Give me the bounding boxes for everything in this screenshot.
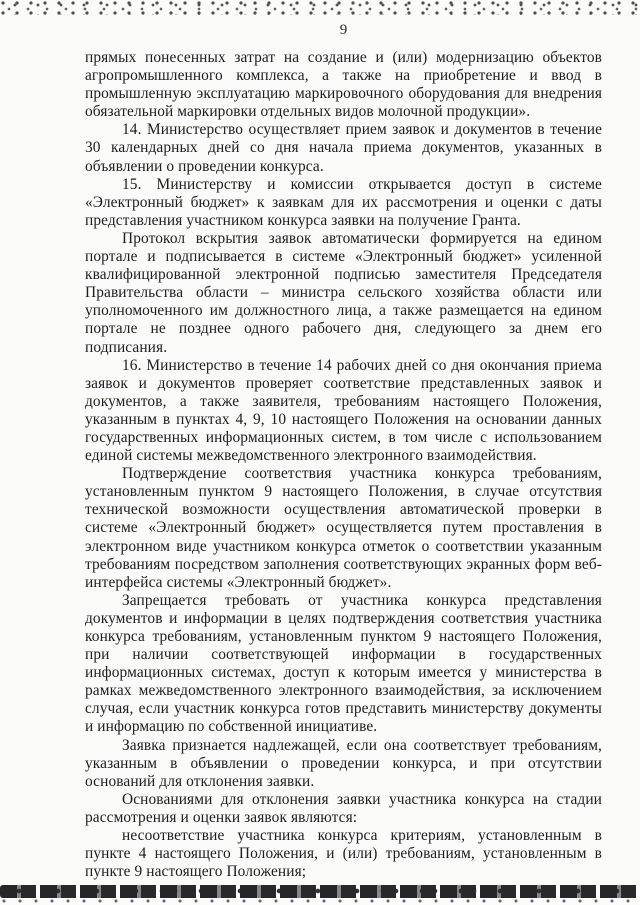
paragraph: прямых понесенных затрат на создание и (или) модернизацию объектов агропромышленного комплекса, а также на приобретение и ввод в промышленную эксплуатацию маркировочного оборудования для внедрения обязательной маркировки отдельных видов молочной продукции».: [85, 49, 602, 121]
paragraph: Протокол вскрытия заявок автоматически формируется на едином портале и подписывается в системе «Электронный бюджет» усиленной квалифицированной электронной подписью заместителя Председателя Правительства области – министра сельского хозяйства области или уполномоченного им должностного лица, а также размещается на едином портале не позднее одного рабочего дня, следующего за днем его подписания.: [85, 229, 602, 356]
paragraph: несоответствие участника конкурса критериям, установленным в пункте 4 настоящего Положения, и (или) требованиям, установленным в пункте 9 настоящего Положения;: [85, 827, 602, 881]
paragraph: Запрещается требовать от участника конкурса представления документов и информации в целях подтверждения соответствия участника конкурса требованиям, установленным пунктом 9 настоящего Положения, при наличии соответствующей информации в государственных информационных системах, доступ к которым имеется у министерства в рамках межведомственного электронного взаимодействия, за исключением случая, если участник конкурса готов представить министерству документы и информацию по собственной инициативе.: [85, 591, 602, 736]
scan-noise-top: [0, 0, 640, 15]
paragraph: 15. Министерству и комиссии открывается доступ в системе «Электронный бюджет» к заявкам для их рассмотрения и оценки с даты представления участником конкурса заявки на получение Гранта.: [85, 175, 602, 229]
document-body: [85, 49, 602, 881]
scan-noise-bottom-bar: [0, 885, 640, 898]
paragraph: Основаниями для отклонения заявки участника конкурса на стадии рассмотрения и оценки заявок являются:: [85, 790, 602, 826]
paragraph: Подтверждение соответствия участника конкурса требованиям, установленным пунктом 9 настоящего Положения, в случае отсутствия технической возможности осуществления автоматической проверки в системе «Электронный бюджет» осуществляется путем проставления в электронном виде участником конкурса отметок о соответствии указанным требованиям посредством заполнения соответствующих экранных форм веб-интерфейса системы «Электронный бюджет».: [85, 465, 602, 591]
page-number: 9: [339, 22, 348, 38]
paragraph: 14. Министерство осуществляет прием заявок и документов в течение 30 календарных дней со дня начала приема документов, указанных в объявлении о проведении конкурса.: [85, 121, 602, 175]
document-page: [85, 22, 602, 881]
scan-noise-bottom-dots: [0, 898, 640, 905]
scan-noise-bottom: [0, 881, 640, 905]
paragraph: Заявка признается надлежащей, если она соответствует требованиям, указанным в объявлении о проведении конкурса, и при отсутствии оснований для отклонения заявки.: [85, 736, 602, 790]
paragraph: 16. Министерство в течение 14 рабочих дней со дня окончания приема заявок и документов проверяет соответствие представленных заявок и документов, а также заявителя, требованиям настоящего Положения, указанным в пунктах 4, 9, 10 настоящего Положения на основании данных государственных информационных систем, в том числе с использованием единой системы межведомственного электронного взаимодействия.: [85, 356, 602, 465]
